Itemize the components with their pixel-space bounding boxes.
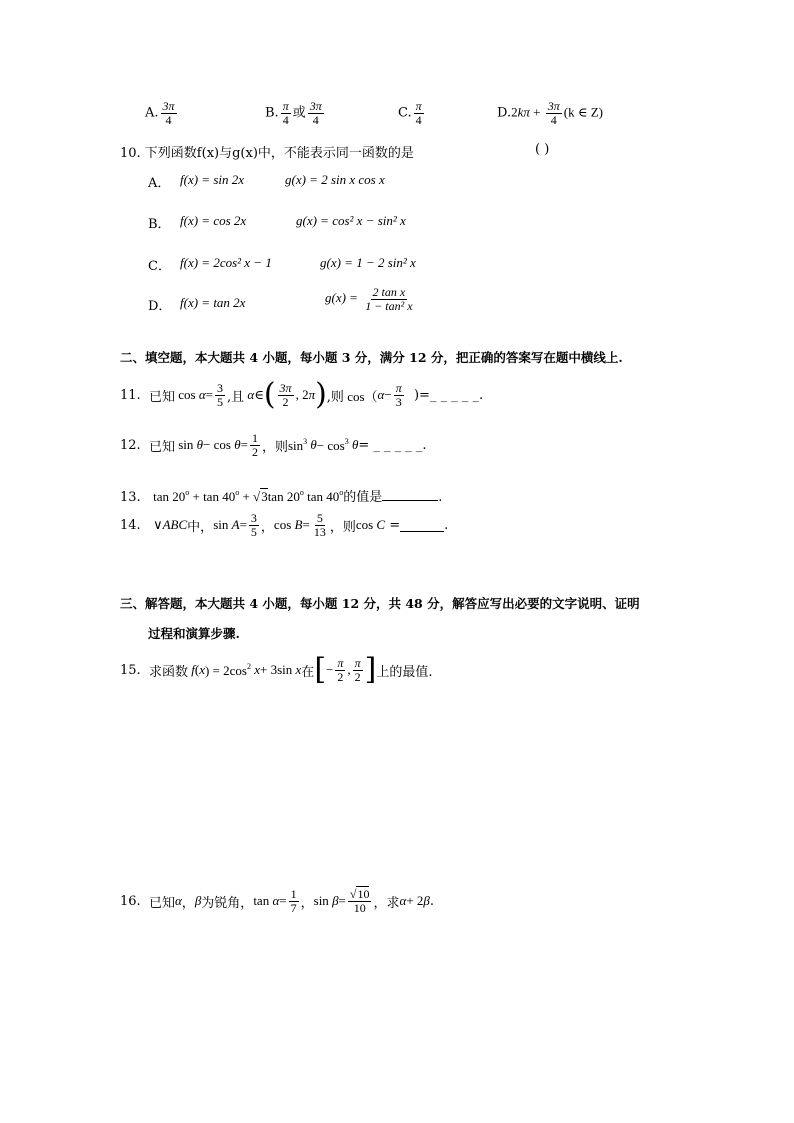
q14-text-b: ， bbox=[260, 519, 274, 535]
q11-answer-blank[interactable]: _ _ _ _ _. bbox=[429, 387, 484, 403]
q9-d-fraction: $\frac{3\pi}{4}$ bbox=[547, 99, 560, 127]
q9-b-fraction1: $\frac{\pi}{4}$ bbox=[282, 99, 289, 127]
q13-number: 13. bbox=[120, 490, 141, 505]
q11-text-c: ,则 bbox=[326, 389, 344, 405]
q10-option-d-g-fraction bbox=[363, 286, 414, 312]
q16-text-c: 为锐角， bbox=[201, 895, 254, 911]
q11-interval-fraction: $\frac{3\pi}{2}$ bbox=[279, 380, 292, 409]
q10-stem: 10. 下列函数f(x)与g(x)中，不能表示同一函数的是 bbox=[120, 146, 414, 161]
q14-text-a: 中， bbox=[187, 519, 214, 535]
q11-right-paren: ) bbox=[315, 377, 327, 412]
q15-text-b: 在 bbox=[301, 664, 315, 680]
q15-right-bracket: ] bbox=[364, 652, 377, 687]
q15-number: 15. bbox=[120, 662, 141, 678]
q10-option-a-f: f(x) = sin 2x bbox=[180, 172, 245, 187]
q11-left-paren: ( bbox=[263, 377, 276, 412]
q9-option-a bbox=[145, 100, 179, 126]
q13-text: 的值是 bbox=[343, 490, 383, 505]
q11-number: 11. bbox=[120, 387, 141, 403]
q10-option-c-f: f(x) = 2cos² x − 1 bbox=[180, 255, 272, 270]
q16-text-a: 已知 bbox=[148, 895, 175, 911]
q9-option-b-label: B. bbox=[265, 105, 279, 121]
q14-text-c: ，则 bbox=[329, 519, 356, 535]
q12: 12. 已知 sin θ − cos θ = $\frac{1}{2}$ ，则 $\sin^3$ θ − $\cos^3$ θ = _ _ _ _ _. bbox=[120, 431, 427, 459]
section2-heading: 二、填空题，本大题共 4 小题，每小题 3 分，满分 12 分，把正确的答案写在题中横线上. bbox=[120, 350, 623, 365]
q10-d-num: 2 tan x bbox=[372, 285, 406, 299]
q10-option-d-f: f(x) = tan 2x bbox=[180, 295, 246, 310]
q9-option-a-label: A. bbox=[145, 105, 159, 121]
q16-sin-fraction: $\frac{√10}{10}$ bbox=[349, 887, 370, 915]
q11-text-b: ,且 bbox=[226, 389, 245, 405]
q11-text-d: )= bbox=[413, 387, 430, 403]
q9-option-c bbox=[398, 100, 426, 126]
q15-text-c: 上的最值. bbox=[376, 664, 433, 680]
q12-fraction: $\frac{1}{2}$ bbox=[251, 431, 258, 459]
q12-answer-blank[interactable]: = _ _ _ _ _. bbox=[358, 437, 427, 453]
q14-answer-blank[interactable] bbox=[400, 519, 444, 532]
q12-text-b: ，则 bbox=[261, 439, 288, 455]
q16: 16. 已知 α ， β 为锐角， tan α = $\frac{1}{7}$ ， sin β = $\frac{√10}{10}$ ，求 α + 2 β . bbox=[120, 887, 435, 915]
section3-heading-line1: 三、解答题，本大题共 4 小题，每小题 12 分，共 48 分，解答应写出必要的文字说明、证明 bbox=[120, 596, 640, 611]
q16-number: 16. bbox=[120, 893, 141, 909]
q12-text-a: 已知 bbox=[148, 439, 175, 455]
q10-option-a-g: g(x) = 2 sin x cos x bbox=[285, 172, 385, 187]
q9-option-b bbox=[265, 100, 326, 126]
q15-upper-fraction: $\frac{\pi}{2}$ bbox=[354, 655, 361, 684]
q9-b-fraction2: $\frac{3\pi}{4}$ bbox=[309, 99, 322, 127]
q14: 14. ∨ ABC 中， sin A = $\frac{3}{5}$ ， cos B = $\frac{5}{13}$ ，则 cos C = . bbox=[120, 511, 449, 539]
q9-option-c-label: C. bbox=[398, 105, 412, 121]
q15-text-a: 求函数 bbox=[148, 664, 188, 680]
q10-option-d-label: D． bbox=[148, 299, 172, 314]
q16-text-d: ， bbox=[300, 895, 314, 911]
q10-option-a-label: A． bbox=[148, 176, 171, 191]
q9-option-d-label: D. bbox=[497, 105, 512, 121]
q10-option-b-f: f(x) = cos 2x bbox=[180, 213, 247, 228]
q12-number: 12. bbox=[120, 437, 141, 453]
q9-option-d: D.2kπ + $\frac{3\pi}{4}$ (k ∈ Z) bbox=[497, 99, 603, 127]
q9-option-d-tail: (k ∈ Z) bbox=[563, 104, 603, 120]
q15-left-bracket: [ bbox=[314, 652, 327, 687]
q9-option-b-or: 或 bbox=[292, 105, 306, 121]
q10-option-b-label: B． bbox=[148, 217, 171, 232]
q11: 11. 已知 cos α = $\frac{3}{5}$ ,且 α ∈ ( $\frac{3\pi}{2}$ , 2 π ) ,则 cos（ α − $\frac{\pi}{3}$ )= _ _ _ _ _. bbox=[120, 377, 484, 412]
q14-cos-fraction: $\frac{5}{13}$ bbox=[313, 511, 326, 539]
q10-option-c-label: C． bbox=[148, 259, 171, 274]
q9-a-fraction: $\frac{3\pi}{4}$ bbox=[162, 99, 175, 127]
q16-text-e: ，求 bbox=[373, 895, 400, 911]
q13-answer-blank[interactable] bbox=[382, 488, 438, 501]
q11-text-a: 已知 bbox=[148, 389, 175, 405]
q10-option-d-g bbox=[325, 286, 417, 312]
q10-option-d-g-prefix: g(x) = bbox=[325, 290, 358, 306]
section3-heading-line2: 过程和演算步骤. bbox=[148, 626, 240, 641]
q10-d-den: 1 − tan² x bbox=[365, 298, 413, 313]
q11-cos-fraction: $\frac{3}{5}$ bbox=[216, 380, 223, 409]
q16-tan-fraction: $\frac{1}{7}$ bbox=[290, 887, 297, 915]
q9-c-fraction: $\frac{\pi}{4}$ bbox=[415, 99, 422, 127]
q15: 15. 求函数 f ( x ) = $2\cos^2$ x + 3sin x 在 [ − $\frac{\pi}{2}$ , $\frac{\pi}{2}$ ] 上的最值. bbox=[120, 652, 433, 687]
q13: 13. $\tan 20^o + \tan 40^o + √3\tan$ 20$^o$ tan 40$^o$的值是 . bbox=[120, 488, 443, 505]
q15-lower-fraction: $\frac{\pi}{2}$ bbox=[337, 655, 344, 684]
q14-text-d: = bbox=[389, 517, 401, 533]
q10-answer-paren: ( ) bbox=[535, 142, 550, 157]
q10-option-b-g: g(x) = cos² x − sin² x bbox=[296, 213, 406, 228]
q16-text-b: ， bbox=[181, 895, 195, 911]
q14-number: 14. bbox=[120, 517, 141, 533]
q14-sin-fraction: $\frac{3}{5}$ bbox=[250, 511, 257, 539]
q11-pi3-fraction: $\frac{\pi}{3}$ bbox=[395, 380, 402, 409]
q10-option-c-g: g(x) = 1 − 2 sin² x bbox=[320, 255, 416, 270]
